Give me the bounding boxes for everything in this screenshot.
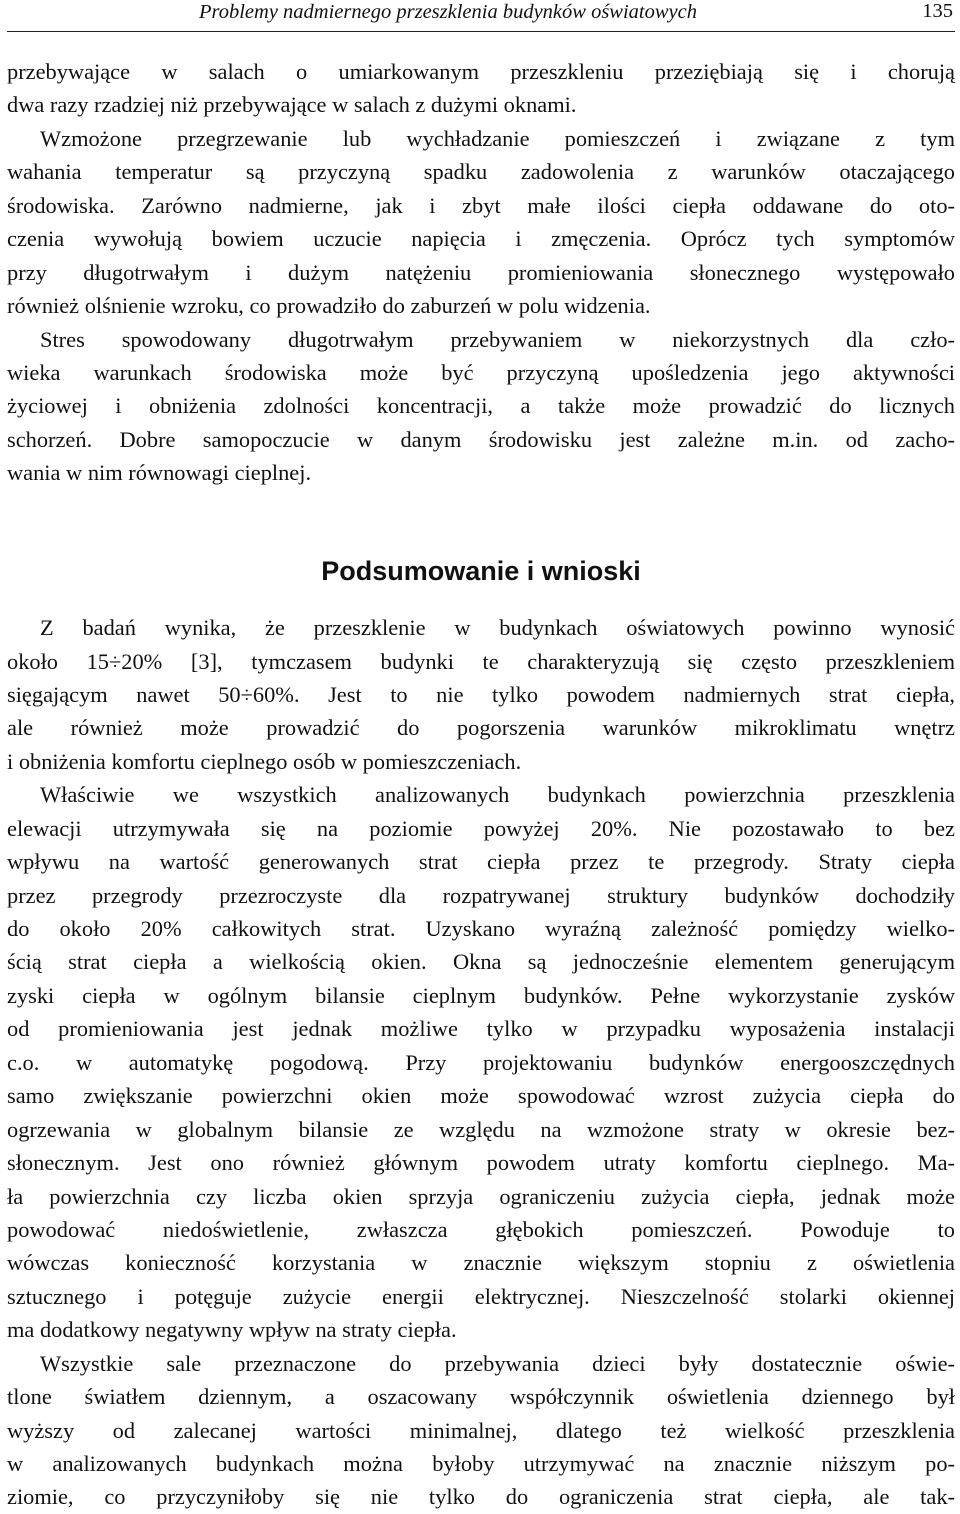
text-line: Wszystkie sale przeznaczone do przebywania dzieci były dostatecznie oświe- <box>40 1350 955 1376</box>
running-title: Problemy nadmiernego przeszklenia budynków oświatowych <box>199 1 697 23</box>
text-line: wania w nim równowagi cieplnej. <box>7 460 312 486</box>
paragraph <box>7 323 955 490</box>
text-line: sztucznego i potęguje zużycie energii elektrycznej. Nieszczelność stolarki okiennej <box>7 1283 955 1309</box>
intro-text <box>7 55 955 490</box>
section-heading: Podsumowanie i wnioski <box>321 555 641 586</box>
paragraph <box>7 1347 955 1514</box>
text-line: ma dodatkowy negatywny wpływ na straty ciepła. <box>7 1317 457 1343</box>
summary-text <box>7 611 955 1514</box>
text-line: od promieniowania jest jednak możliwe tylko w przypadku wyposażenia instalacji <box>7 1016 955 1042</box>
text-line: Wzmożone przegrzewanie lub wychładzanie pomieszczeń i związane z tym <box>40 125 955 151</box>
text-line: Stres spowodowany długotrwałym przebywaniem w niekorzystnych dla czło- <box>40 326 955 352</box>
document-page <box>7 0 955 1514</box>
text-line: ogrzewania w globalnym bilansie ze względu na wzmożone straty w okresie bez- <box>7 1116 955 1142</box>
text-line: życiowej i obniżenia zdolności koncentracji, a także może prowadzić do licznych <box>7 393 955 419</box>
text-line: wahania temperatur są przyczyną spadku zadowolenia z warunków otaczającego <box>7 159 955 185</box>
running-header <box>7 0 955 32</box>
text-line: przebywające w salach o umiarkowanym przeszkleniu przeziębiają się i chorują <box>7 59 955 84</box>
text-line: słonecznym. Jest ono również głównym powodem utraty komfortu cieplnego. Ma- <box>7 1150 955 1176</box>
text-line: środowiska. Zarówno nadmierne, jak i zbyt małe ilości ciepła oddawane do oto- <box>7 192 955 218</box>
text-line: w analizowanych budynkach można byłoby utrzymywać na znacznie niższym po- <box>7 1451 955 1477</box>
text-line: czenia wywołują bowiem uczucie napięcia i zmęczenia. Oprócz tych symptomów <box>7 226 955 252</box>
paragraph <box>7 778 955 1346</box>
text-line: ścią strat ciepła a wielkością okien. Okna są jednocześnie elementem generującym <box>7 949 955 975</box>
text-line: wpływu na wartość generowanych strat ciepła przez te przegrody. Straty ciepła <box>7 849 955 875</box>
text-line: ziomie, co przyczyniłoby się nie tylko do ograniczenia strat ciepła, ale tak- <box>7 1484 955 1510</box>
text-line: i obniżenia komfortu cieplnego osób w pomieszczeniach. <box>7 748 522 774</box>
text-line: Z badań wynika, że przeszklenie w budynkach oświatowych powinno wynosić <box>40 615 955 641</box>
text-line: do około 20% całkowitych strat. Uzyskano wyraźną zależność pomiędzy wielko- <box>7 916 955 942</box>
paragraph <box>7 122 955 323</box>
text-line: dwa razy rzadziej niż przebywające w salach z dużymi oknami. <box>7 92 577 118</box>
text-line: około 15÷20% [3], tymczasem budynki te charakteryzują się często przeszkleniem <box>7 648 955 674</box>
paragraph <box>7 611 955 778</box>
text-line: wieka warunkach środowiska może być przyczyną upośledzenia jego aktywności <box>7 359 955 385</box>
text-line: ła powierzchnia czy liczba okien sprzyja ograniczeniu zużycia ciepła, jednak może <box>7 1183 955 1209</box>
text-line: elewacji utrzymywała się na poziomie powyżej 20%. Nie pozostawało to bez <box>7 815 955 841</box>
text-line: c.o. w automatykę pogodową. Przy projektowaniu budynków energooszczędnych <box>7 1049 955 1075</box>
page-number: 135 <box>922 0 953 22</box>
text-line: zyski ciepła w ogólnym bilansie cieplnym budynków. Pełne wykorzystanie zysków <box>7 982 955 1008</box>
paragraph <box>7 55 955 122</box>
text-line: tlone światłem dziennym, a oszacowany współczynnik oświetlenia dziennego był <box>7 1384 955 1410</box>
text-line: ale również może prowadzić do pogorszenia warunków mikroklimatu wnętrz <box>7 715 955 741</box>
text-line: sięgającym nawet 50÷60%. Jest to nie tylko powodem nadmiernych strat ciepła, <box>7 681 955 707</box>
text-line: powodować niedoświetlenie, zwłaszcza głębokich pomieszczeń. Powoduje to <box>7 1216 955 1242</box>
text-line: również olśnienie wzroku, co prowadziło do zaburzeń w polu widzenia. <box>7 293 651 319</box>
text-line: schorzeń. Dobre samopoczucie w danym środowisku jest zależne m.in. od zacho- <box>7 426 955 452</box>
text-line: Właściwie we wszystkich analizowanych budynkach powierzchnia przeszklenia <box>40 782 955 808</box>
text-line: wówczas konieczność korzystania w znacznie większym stopniu z oświetlenia <box>7 1250 955 1276</box>
text-line: przy długotrwałym i dużym natężeniu promieniowania słonecznego występowało <box>7 259 955 285</box>
text-line: przez przegrody przezroczyste dla rozpatrywanej struktury budynków dochodziły <box>7 882 955 908</box>
text-line: samo zwiększanie powierzchni okien może spowodować wzrost zużycia ciepła do <box>7 1083 955 1109</box>
text-line: wyższy od zalecanej wartości minimalnej, dlatego też wielkość przeszklenia <box>7 1417 955 1443</box>
